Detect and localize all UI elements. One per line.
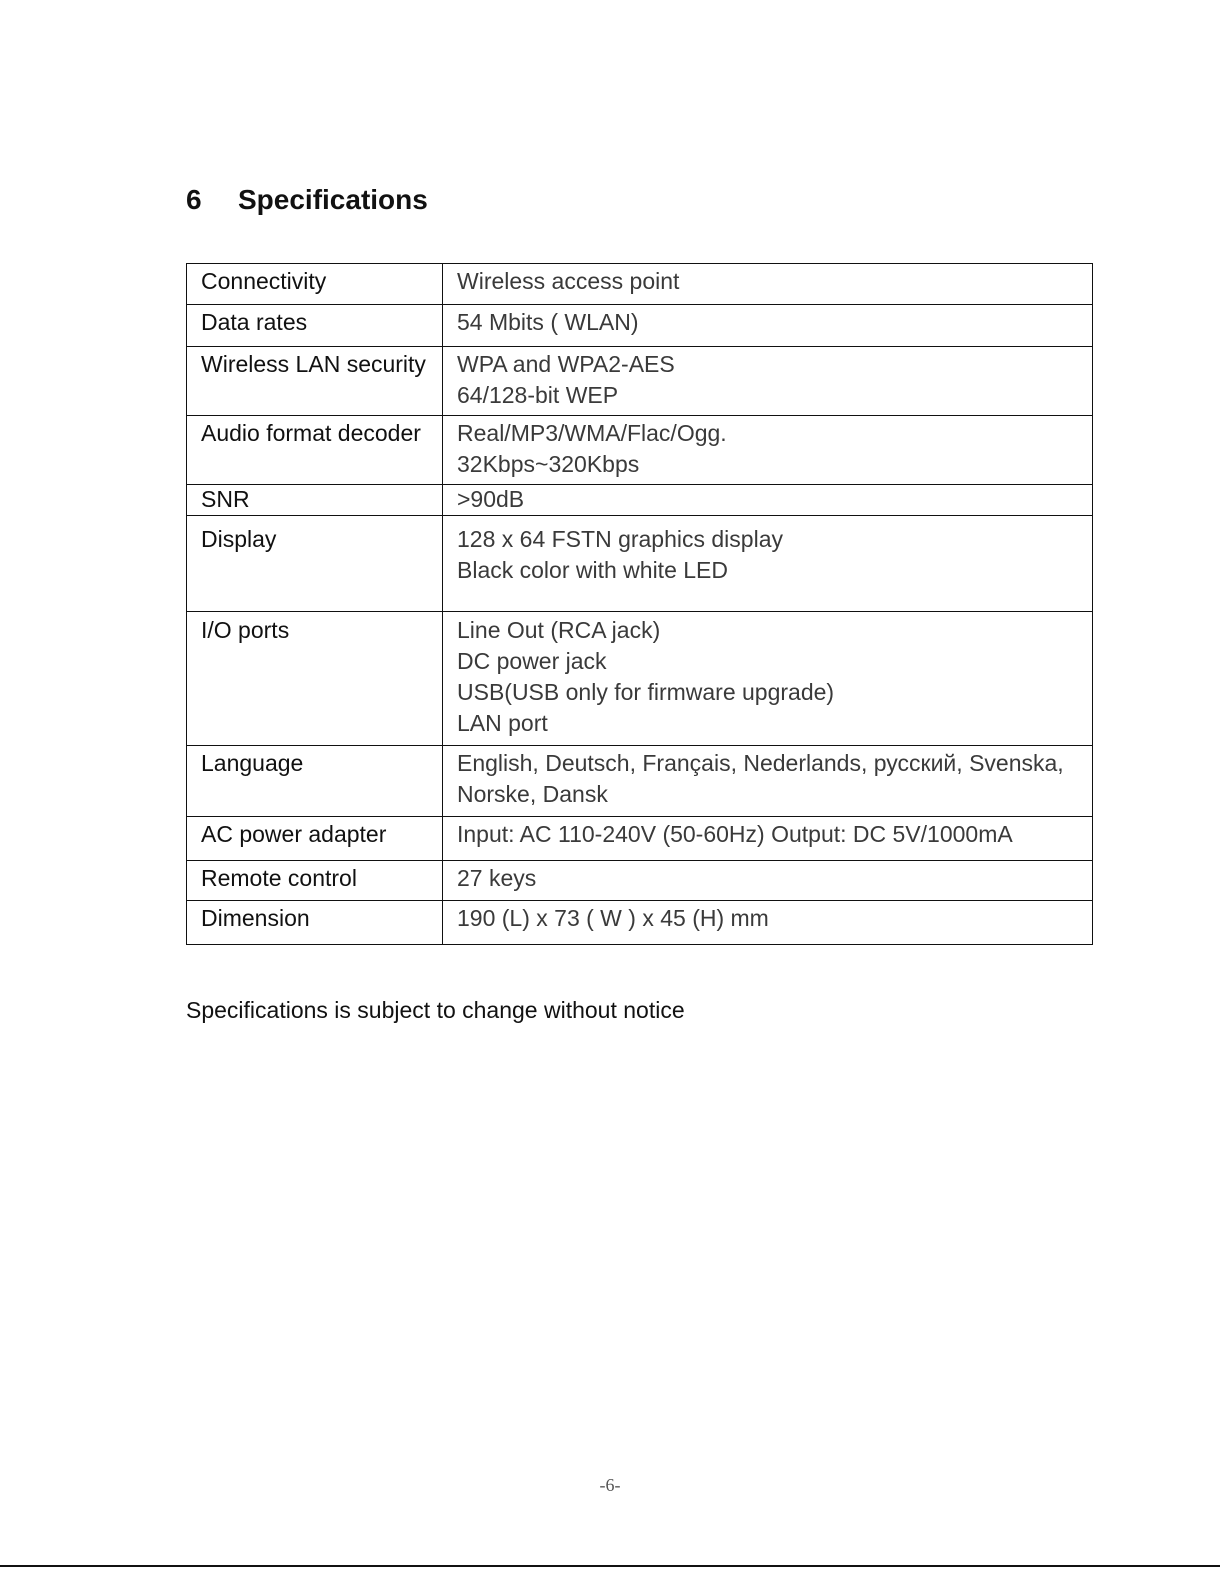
spec-value-line: 128 x 64 FSTN graphics display [457,526,783,552]
spec-value [443,347,1093,416]
spec-value-line: Real/MP3/WMA/Flac/Ogg. [457,420,727,446]
spec-value-line: Black color with white LED [457,557,728,583]
spec-value-line: DC power jack [457,648,607,674]
spec-label: SNR [187,485,443,516]
section-heading [186,184,428,216]
spec-value-line: USB(USB only for firmware upgrade) [457,679,835,705]
spec-value [443,516,1093,612]
section-title: Specifications [238,184,428,215]
spec-label: Remote control [187,861,443,901]
spec-value-line: English, Deutsch, Français, Nederlands, русский, Svenska, [457,750,1064,776]
spec-row [187,746,1093,817]
spec-value-line: >90dB [457,486,525,512]
spec-label: AC power adapter [187,817,443,861]
spec-value [443,746,1093,817]
spec-label: Connectivity [187,264,443,305]
specifications-table [186,263,1093,945]
spec-value [443,485,1093,516]
spec-value [443,901,1093,945]
spec-value [443,612,1093,746]
spec-value-line: 64/128-bit WEP [457,382,619,408]
spec-label: I/O ports [187,612,443,746]
spec-value-line: 54 Mbits ( WLAN) [457,309,639,335]
spec-row [187,817,1093,861]
spec-label: Wireless LAN security [187,347,443,416]
spec-value-line: Line Out (RCA jack) [457,617,661,643]
spec-value-line: WPA and WPA2-AES [457,351,675,377]
spec-value-line: LAN port [457,710,548,736]
spec-value [443,817,1093,861]
spec-label: Audio format decoder [187,416,443,485]
spec-row [187,516,1093,612]
spec-row [187,347,1093,416]
spec-label: Language [187,746,443,817]
spec-value [443,305,1093,347]
spec-label: Display [187,516,443,612]
spec-row [187,861,1093,901]
page-bottom-rule [0,1565,1220,1567]
spec-value-line: 27 keys [457,865,537,891]
spec-value-line: Norske, Dansk [457,781,608,807]
spec-row [187,901,1093,945]
spec-value [443,861,1093,901]
spec-value [443,416,1093,485]
spec-value-line: 32Kbps~320Kbps [457,451,640,477]
spec-label: Data rates [187,305,443,347]
change-notice: Specifications is subject to change without notice [186,997,685,1023]
spec-row [187,612,1093,746]
spec-row [187,264,1093,305]
spec-value [443,264,1093,305]
spec-value-line: 190 (L) x 73 ( W ) x 45 (H) mm [457,905,769,931]
page-number: -6- [599,1475,621,1495]
specifications-table-body [187,264,1093,945]
section-number: 6 [186,184,202,215]
spec-row [187,485,1093,516]
spec-value-line: Input: AC 110-240V (50-60Hz) Output: DC 5V/1000mA [457,821,1013,847]
spec-row [187,305,1093,347]
spec-row [187,416,1093,485]
spec-label: Dimension [187,901,443,945]
spec-value-line: Wireless access point [457,268,680,294]
